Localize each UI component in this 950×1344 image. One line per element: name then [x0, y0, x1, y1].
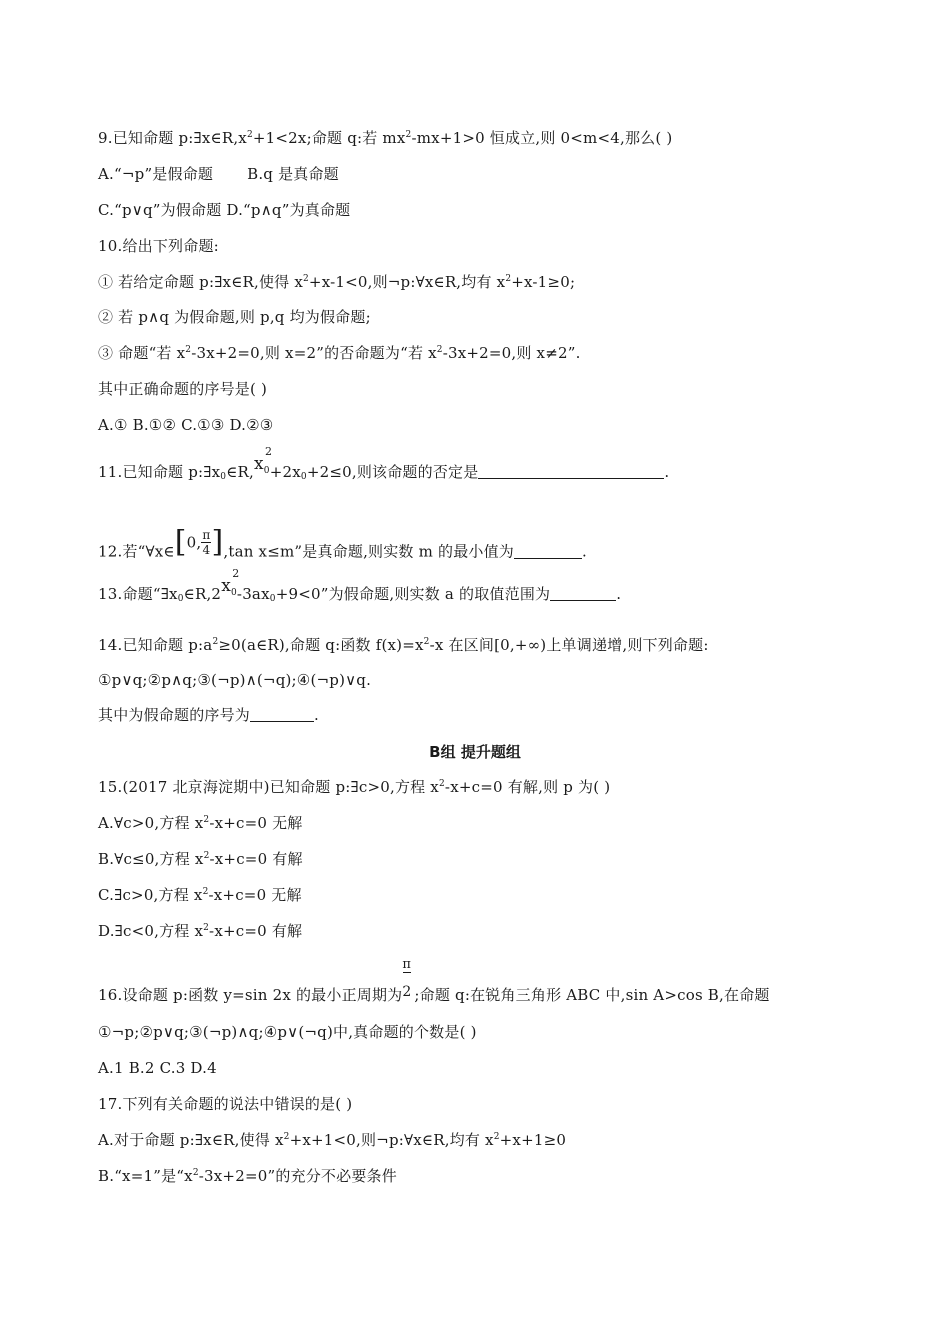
q9-stem: 9.已知命题 $p:\exists x\in R,x^2+1<2x$;命题 q:若 $mx^2-mx+1>0$ 恒成立,则 0<m<4,那么( ): [98, 129, 673, 147]
q11-stem: 11.已知命题 $p:\exists x_0\in R,x$ 2 $_0+2x_0+2\le 0$,则该命题的否定是 .: [98, 445, 670, 482]
q12-interval: [0, $\frac{\pi}{4}$ ]: [174, 524, 224, 560]
q17-option-a: A.对于命题 p:∃x∈R,使得 $x^2+x+1<0$,则¬p:∀x∈R,均有 $x^2+x+1\ge 0$: [98, 1131, 567, 1149]
q16-options: A.1 B.2 C.3 D.4: [98, 1059, 217, 1077]
q10-item-1: ① 若给定命题 p:∃x∈R,使得 $x^2+x-1<0$,则¬p:∀x∈R,均有 $x^2+x-1\ge 0$;: [98, 273, 576, 291]
q10-ask: 其中正确命题的序号是( ): [98, 380, 268, 398]
q15-stem: 15.(2017 北京海淀期中)已知命题 p:∃c>0,方程 $x^2-x+c=0$ 有解,则 p 为( ): [98, 778, 611, 796]
q17-option-b: B.“x=1”是“$x^2-3x+2=0$”的充分不必要条件: [98, 1167, 397, 1185]
q11-x0-squared: x 2 $_0$: [253, 445, 273, 476]
q16-items: ①¬p;②p∨q;③(¬p)∧q;④p∨(¬q)中,真命题的个数是( ): [98, 1023, 477, 1041]
q17-stem: 17.下列有关命题的说法中错误的是( ): [98, 1095, 353, 1113]
q9-options-ab: A.“¬p”是假命题 B.q 是真命题: [98, 165, 339, 183]
q14-items: ①p∨q;②p∧q;③(¬p)∧(¬q);④(¬p)∨q.: [98, 671, 372, 689]
q15-option-a: A.∀c>0,方程 $x^2-x+c=0$ 无解: [98, 814, 303, 832]
q16-stem: 16.设命题 p:函数 y=sin 2x 的最小正周期为 $\frac{\pi}{2}$;命题 q:在锐角三角形 ABC 中,sin A>cos B,在命题: [98, 957, 770, 1004]
q10-item-2: ② 若 p∧q 为假命题,则 p,q 均为假命题;: [98, 308, 371, 326]
q13-x0-squared: x 2 $_0$: [221, 567, 240, 598]
q13-answer-blank[interactable]: [550, 586, 616, 601]
section-heading: B组 提升题组: [429, 743, 521, 761]
q14-answer-blank[interactable]: [250, 707, 314, 722]
q12-answer-blank[interactable]: [514, 544, 582, 559]
q14-ask: 其中为假命题的序号为 .: [98, 706, 319, 724]
q14-stem: 14.已知命题 $p:a^2\ge 0(a\in R)$,命题 q:函数 $f(x)=x^2-x$ 在区间[0,+∞)上单调递增,则下列命题:: [98, 636, 709, 654]
q16-pi-over-2: $\frac{\pi}{2}$: [402, 957, 412, 1000]
q11-answer-blank[interactable]: [478, 464, 664, 479]
q10-item-3: ③ 命题“若 $x^2-3x+2=0$,则 x=2”的否命题为“若 $x^2-3x+2=0$,则 x≠2”.: [98, 344, 581, 362]
q10-stem: 10.给出下列命题:: [98, 237, 219, 255]
q12-stem: 12.若“∀x∈[0, $\frac{\pi}{4}$ ],tan x≤m”是真命题,则实数 m 的最小值为 .: [98, 524, 587, 561]
q10-options: A.① B.①② C.①③ D.②③: [98, 416, 274, 434]
q13-stem: 13.命题“$\exists x_0\in R,2x$ 2 $_0-3ax_0+9<0$”为假命题,则实数 a 的取值范围为 .: [98, 567, 622, 604]
q15-option-c: C.∃c>0,方程 $x^2-x+c=0$ 无解: [98, 886, 302, 904]
q15-option-d: D.∃c<0,方程 $x^2-x+c=0$ 有解: [98, 922, 303, 940]
q15-option-b: B.∀c≤0,方程 $x^2-x+c=0$ 有解: [98, 850, 303, 868]
q9-options-cd: C.“p∨q”为假命题 D.“p∧q”为真命题: [98, 201, 351, 219]
